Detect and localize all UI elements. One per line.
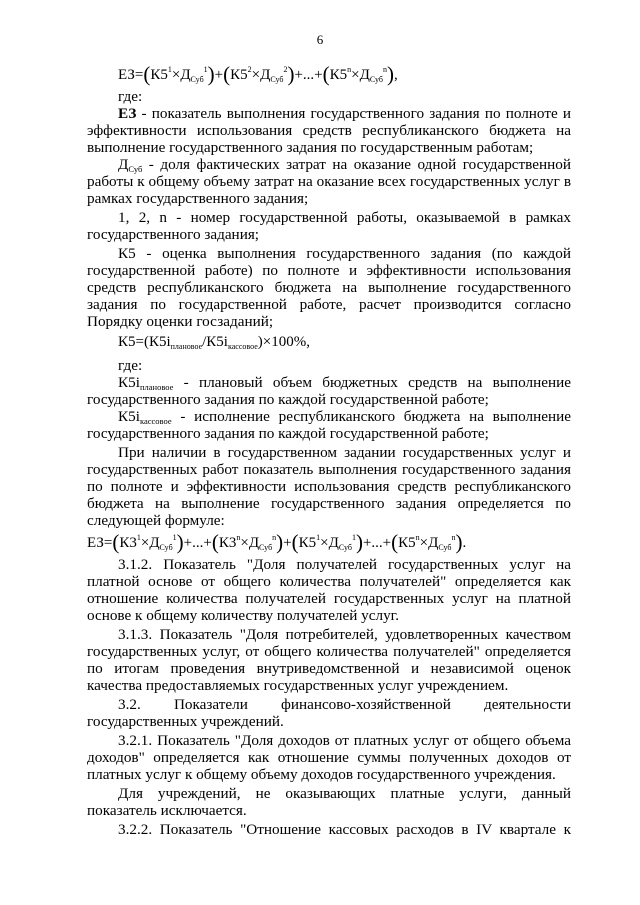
paragraph-d-definition: ДСуб - доля фактических затрат на оказание одной государственной <box>118 156 571 174</box>
text-line: по итогам проведения внутриведомственной и независимой оценок <box>87 660 571 677</box>
text-line: выполнение государственного задания по государственным работам; <box>87 139 534 156</box>
text-line: платных услуг к общему объему доходов государственного учреждения. <box>87 766 556 783</box>
text-line: бюджета на выполнение государственного задания определяется по <box>87 495 571 512</box>
paragraph-numbering: 1, 2, n - номер государственной работы, оказываемой в рамках <box>118 209 571 226</box>
text-line: рамках государственного задания; <box>87 190 309 207</box>
paragraph-combined-formula-intro: При наличии в государственном задании государственных услуг и <box>118 444 571 461</box>
page-number: 6 <box>316 32 324 47</box>
text-line: Порядку оценки госзаданий; <box>87 313 274 330</box>
text-line: основе к общему количеству получателей услуг. <box>87 607 399 624</box>
text-line: задания по государственной работе, расчет производится согласно <box>87 296 571 313</box>
paragraph-3-2-heading: 3.2. Показатели финансово-хозяйственной деятельности <box>118 696 571 713</box>
formula-ez-works: $ЕЗ=(К5^1\times Д_{Суб}^1)+(К5^2\times Д_{Суб}^2)+...+(К5^n\times Д_{Суб}^n)$, <box>118 62 398 86</box>
where-label: где: <box>118 88 143 105</box>
text-line: отношение количества получателей государственных услуг на платной <box>87 590 571 607</box>
paragraph-k5i-cash: К5iкассовое - исполнение республиканского бюджета на выполнение <box>118 408 571 426</box>
text-line: средств республиканского бюджета на выполнение государственного <box>87 279 571 296</box>
paragraph-3-2-1: 3.2.1. Показатель "Доля доходов от платных услуг от общего объема <box>118 732 571 749</box>
text-line: государственных услуг, от общего количества получателей" определяется <box>87 643 571 660</box>
text-line: государственных работ показатель выполнения государственного задания <box>87 461 571 478</box>
paragraph-3-1-3: 3.1.3. Показатель "Доля потребителей, удовлетворенных качеством <box>118 626 571 643</box>
text-line: показатель исключается. <box>87 802 247 819</box>
text-line: работы к общему объему затрат на оказание всех государственных услуг в <box>87 173 571 190</box>
paragraph-3-2-2: 3.2.2. Показатель "Отношение кассовых расходов в IV квартале к <box>118 821 571 838</box>
text-line: государственного задания по каждой государственной работе; <box>87 425 489 442</box>
text-line: государственного задания; <box>87 226 260 243</box>
formula-ez-combined: $ЕЗ=(К3^1\times Д_{Суб}^1)+...+(К3^n\times Д_{Суб}^n)+(К5^1\times Д_{Суб}^1)+...+(К5^n\times Д_{Суб}^n)$. <box>87 530 467 554</box>
paragraph-exclusion-note: Для учреждений, не оказывающих платные услуги, данный <box>118 785 571 802</box>
text-line: следующей формуле: <box>87 512 225 529</box>
text-line: доходов" определяется как отношение суммы полученных доходов от <box>87 749 571 766</box>
text-line: государственной работе) по полноте и эффективности использования <box>87 262 571 279</box>
text-line: по полноте и эффективности использования средств республиканского <box>87 478 571 495</box>
paragraph-3-1-2: 3.1.2. Показатель "Доля получателей государственных услуг на <box>118 556 571 573</box>
paragraph-k5i-planned: К5iплановое - плановый объем бюджетных средств на выполнение <box>118 374 571 392</box>
text-line: государственных учреждений. <box>87 713 284 730</box>
formula-k5: $К5=(К5i_{плановое}/К5i_{кассовое})\times 100\%$, <box>118 334 310 351</box>
text-line: платной основе от общего количества получателей" определяется как <box>87 573 571 590</box>
text-line: эффективности использования средств республиканского бюджета на <box>87 122 571 139</box>
where-label: где: <box>118 357 143 374</box>
paragraph-ez-definition: ЕЗ - показатель выполнения государственного задания по полноте и <box>118 105 571 122</box>
text-line: государственного задания по каждой государственной работе; <box>87 391 489 408</box>
text-line: качества предоставляемых государственных услуг учреждением. <box>87 677 509 694</box>
paragraph-k5-definition: К5 - оценка выполнения государственного задания (по каждой <box>118 245 571 262</box>
